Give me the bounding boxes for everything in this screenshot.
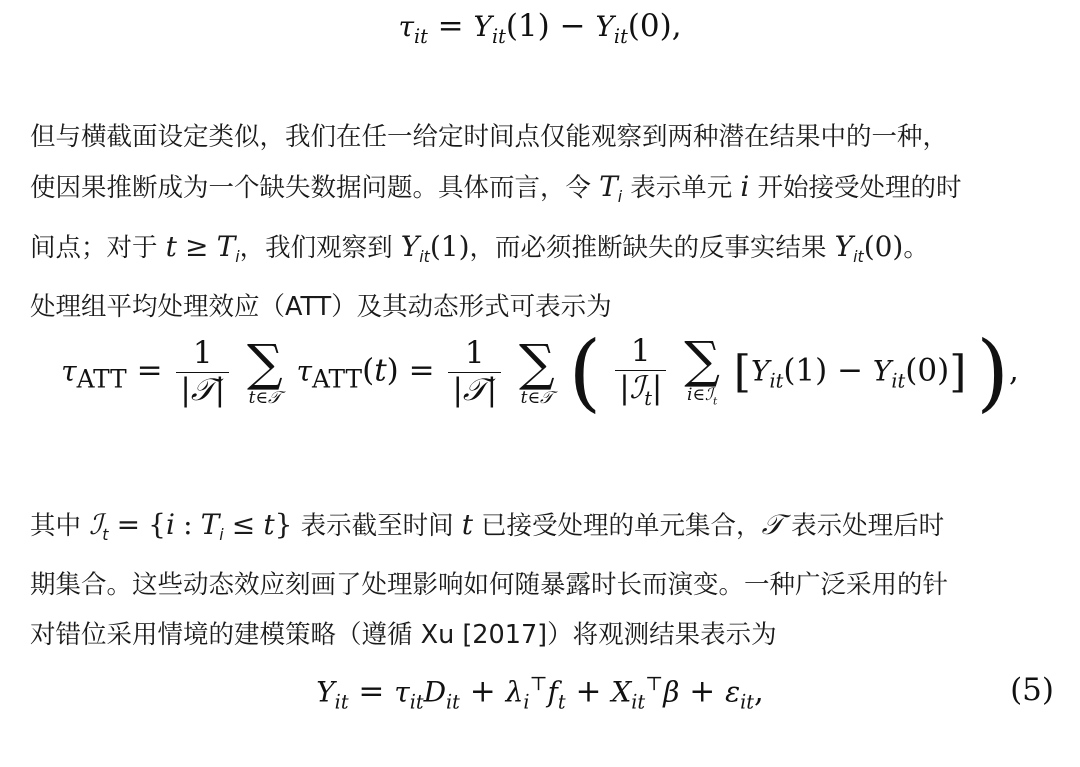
equation-att: $\tau_{ATT}$ = $\frac{1}{\text{|𝒯|}}$ ∑ t∈𝒯 $\tau_{ATT}(t)$ = $\frac{1}{\text{|𝒯|}}$ ∑ t∈𝒯 ( $\frac{1}{|ℐ_t|}$ ∑ i∈ℐ$_t$ $[Y_{it}(1) - Y_{it}(0)]$ ), [61,323,1019,421]
paragraph-missing-data [30,112,1060,332]
text-line: 期集合。这些动态效应刻画了处理影响如何随暴露时长而演变。一种广泛采用的针 [30,570,949,601]
text-line: 使因果推断成为一个缺失数据问题。具体而言，令 $T_i$ 表示单元 i 开始接受处理的时 [30,170,962,207]
text-line: 间点；对于 $t \ge T_i$，我们观察到 $Y_{it}(1)$，而必须推断缺失的反事实结果 $Y_{it}(0)$。 [30,230,929,267]
equation-number: (5) [1010,672,1054,708]
equation-5: $Y_{it} = \tau_{it}D_{it} + \lambda_i^⊤f_t + X_{it}^⊤\beta + \varepsilon_{it}$, [316,672,764,714]
text-line: 对错位采用情境的建模策略（遵循 Xu [2017]）将观测结果表示为 [30,620,777,651]
equation-treatment-effect: $\tau_{it} = Y_{it}(1) - Y_{it}(0)$, [398,8,682,49]
text-line: 其中 ℐ$_t$ = {i : $T_i \le t$} 表示截至时间 t 已接受处理的单元集合，𝒯 表示处理后时 [30,508,945,545]
text-line: 但与横截面设定类似，我们在任一给定时间点仅能观察到两种潜在结果中的一种， [30,122,949,152]
text-line: 处理组平均处理效应（ATT）及其动态形式可表示为 [30,292,612,323]
paragraph-dynamic-effects [30,500,1060,660]
